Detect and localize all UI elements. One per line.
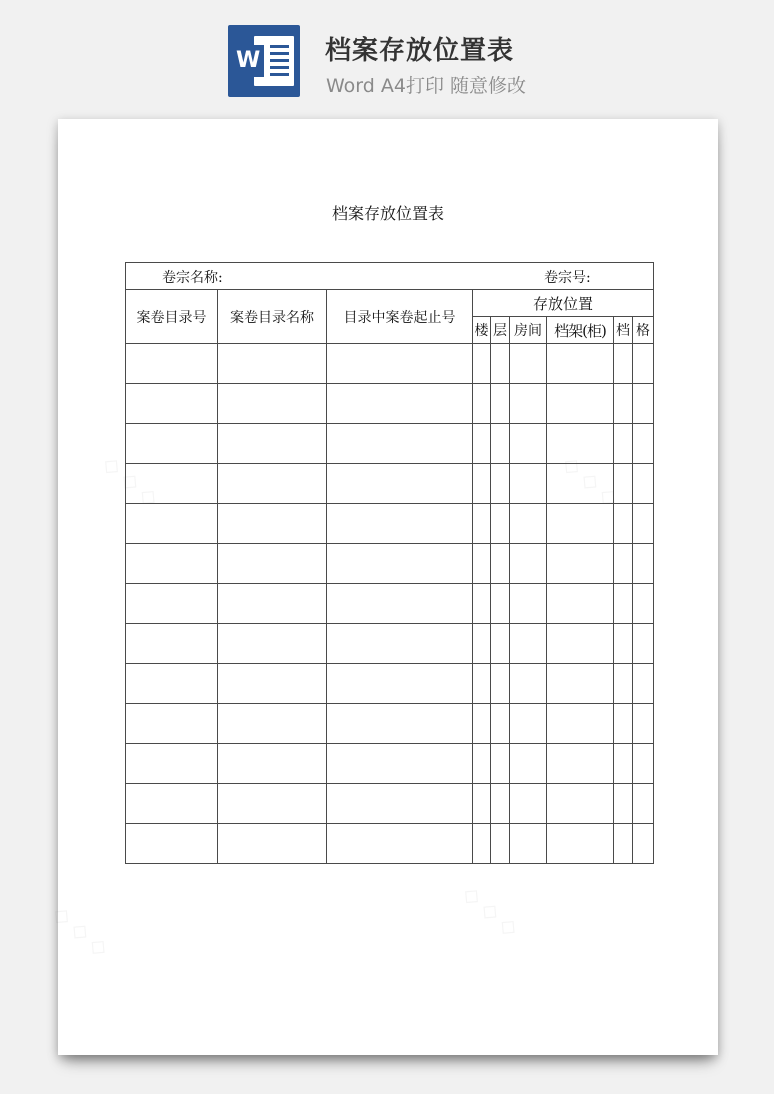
table-row [126,624,654,664]
shelf-cell[interactable] [547,424,614,464]
level-cell[interactable] [491,784,510,824]
shelf-cell[interactable] [547,464,614,504]
table-row [126,344,654,384]
compartment-cell[interactable] [614,464,633,504]
room-cell[interactable] [510,664,547,704]
catalog-no-cell[interactable] [126,504,218,544]
table-row [126,544,654,584]
catalog-name-cell[interactable] [218,504,327,544]
watermark: ◇ ◇ ◇ [557,451,624,512]
catalog-name-cell[interactable] [218,704,327,744]
catalog-no-cell[interactable] [126,624,218,664]
grid-cell[interactable] [633,344,654,384]
level-cell[interactable] [491,744,510,784]
catalog-name-cell[interactable] [218,664,327,704]
floor-cell[interactable] [473,464,491,504]
catalog-name-cell[interactable] [218,624,327,664]
level-cell[interactable] [491,704,510,744]
compartment-cell[interactable] [614,384,633,424]
shelf-cell[interactable] [547,384,614,424]
grid-cell[interactable] [633,784,654,824]
table-row [126,664,654,704]
shelf-cell[interactable] [547,544,614,584]
shelf-cell[interactable] [547,344,614,384]
compartment-cell[interactable] [614,624,633,664]
catalog-name-cell[interactable] [218,584,327,624]
room-cell[interactable] [510,584,547,624]
grid-cell[interactable] [633,584,654,624]
document-title: 档案存放位置表 [331,204,444,223]
case-range-cell[interactable] [327,344,473,384]
compartment-cell[interactable] [614,664,633,704]
compartment-cell[interactable] [614,784,633,824]
catalog-name-cell[interactable] [218,424,327,464]
level-cell[interactable] [491,824,510,864]
table-row [126,464,654,504]
watermark: ◇ ◇ ◇ [97,451,164,512]
catalog-no-cell[interactable] [126,784,218,824]
floor-cell[interactable] [473,664,491,704]
room-cell[interactable] [510,544,547,584]
column-header-room: 房间 [510,317,547,344]
floor-cell[interactable] [473,544,491,584]
table-row [126,384,654,424]
table-row [126,584,654,624]
fonds-info-row[interactable] [126,263,654,290]
case-range-cell[interactable] [327,744,473,784]
grid-cell[interactable] [633,824,654,864]
catalog-no-cell[interactable] [126,344,218,384]
column-header-location-group: 存放位置 [473,290,654,317]
compartment-cell[interactable] [614,424,633,464]
watermark: ◇ ◇ ◇ [457,881,524,942]
shelf-cell[interactable] [547,504,614,544]
shelf-cell[interactable] [547,584,614,624]
column-header-compartment: 档 [614,317,633,344]
compartment-cell[interactable] [614,544,633,584]
case-range-cell[interactable] [327,464,473,504]
shelf-cell[interactable] [547,784,614,824]
column-header-grid: 格 [633,317,654,344]
room-cell[interactable] [510,744,547,784]
room-cell[interactable] [510,784,547,824]
level-cell[interactable] [491,384,510,424]
shelf-cell[interactable] [547,744,614,784]
case-range-cell[interactable] [327,824,473,864]
catalog-no-cell[interactable] [126,544,218,584]
level-cell[interactable] [491,584,510,624]
room-cell[interactable] [510,464,547,504]
compartment-cell[interactable] [614,824,633,864]
room-cell[interactable] [510,344,547,384]
case-range-cell[interactable] [327,504,473,544]
page-header [0,0,774,110]
case-range-cell[interactable] [327,624,473,664]
word-letter: W [236,45,264,77]
location-table [125,262,654,864]
grid-cell[interactable] [633,384,654,424]
case-range-cell[interactable] [327,424,473,464]
page-subtitle: Word A4打印 随意修改 [326,75,527,97]
compartment-cell[interactable] [614,744,633,784]
room-cell[interactable] [510,824,547,864]
catalog-no-cell[interactable] [126,824,218,864]
grid-cell[interactable] [633,624,654,664]
level-cell[interactable] [491,464,510,504]
level-cell[interactable] [491,664,510,704]
page-title: 档案存放位置表 [325,36,515,66]
column-header-catalog-no: 案卷目录号 [126,290,218,344]
grid-cell[interactable] [633,424,654,464]
compartment-cell[interactable] [614,344,633,384]
floor-cell[interactable] [473,824,491,864]
catalog-name-cell[interactable] [218,344,327,384]
compartment-cell[interactable] [614,584,633,624]
catalog-no-cell[interactable] [126,464,218,504]
room-cell[interactable] [510,624,547,664]
case-range-cell[interactable] [327,784,473,824]
catalog-no-cell[interactable] [126,704,218,744]
level-cell[interactable] [491,344,510,384]
fonds-name-label: 卷宗名称: [162,270,223,286]
column-header-level: 层 [491,317,510,344]
table-row [126,504,654,544]
compartment-cell[interactable] [614,704,633,744]
catalog-name-cell[interactable] [218,824,327,864]
catalog-no-cell[interactable] [126,584,218,624]
column-header-catalog-name: 案卷目录名称 [218,290,327,344]
shelf-cell[interactable] [547,624,614,664]
room-cell[interactable] [510,384,547,424]
word-document-icon [228,25,300,97]
shelf-cell[interactable] [547,704,614,744]
table-row [126,744,654,784]
watermark: ◇ ◇ ◇ [47,901,114,962]
catalog-name-cell[interactable] [218,384,327,424]
floor-cell[interactable] [473,784,491,824]
column-header-floor: 楼 [473,317,491,344]
floor-cell[interactable] [473,584,491,624]
catalog-no-cell[interactable] [126,424,218,464]
catalog-name-cell[interactable] [218,464,327,504]
grid-cell[interactable] [633,704,654,744]
table-row [126,824,654,864]
level-cell[interactable] [491,624,510,664]
catalog-no-cell[interactable] [126,744,218,784]
catalog-name-cell[interactable] [218,744,327,784]
case-range-cell[interactable] [327,584,473,624]
case-range-cell[interactable] [327,544,473,584]
floor-cell[interactable] [473,624,491,664]
catalog-no-cell[interactable] [126,384,218,424]
grid-cell[interactable] [633,664,654,704]
case-range-cell[interactable] [327,384,473,424]
fonds-number-label: 卷宗号: [544,270,591,286]
level-cell[interactable] [491,424,510,464]
table-row [126,704,654,744]
grid-cell[interactable] [633,464,654,504]
floor-cell[interactable] [473,344,491,384]
shelf-cell[interactable] [547,664,614,704]
shelf-cell[interactable] [547,824,614,864]
floor-cell[interactable] [473,384,491,424]
room-cell[interactable] [510,704,547,744]
grid-cell[interactable] [633,544,654,584]
compartment-cell[interactable] [614,504,633,544]
document-page [47,119,718,1055]
level-cell[interactable] [491,544,510,584]
level-cell[interactable] [491,504,510,544]
floor-cell[interactable] [473,744,491,784]
case-range-cell[interactable] [327,664,473,704]
table-row [126,424,654,464]
room-cell[interactable] [510,424,547,464]
grid-cell[interactable] [633,504,654,544]
floor-cell[interactable] [473,424,491,464]
grid-cell[interactable] [633,744,654,784]
floor-cell[interactable] [473,504,491,544]
column-header-case-range: 目录中案卷起止号 [327,290,473,344]
floor-cell[interactable] [473,704,491,744]
case-range-cell[interactable] [327,704,473,744]
catalog-name-cell[interactable] [218,544,327,584]
room-cell[interactable] [510,504,547,544]
catalog-name-cell[interactable] [218,784,327,824]
column-header-shelf: 档架(柜) [547,317,614,344]
catalog-no-cell[interactable] [126,664,218,704]
table-row [126,784,654,824]
